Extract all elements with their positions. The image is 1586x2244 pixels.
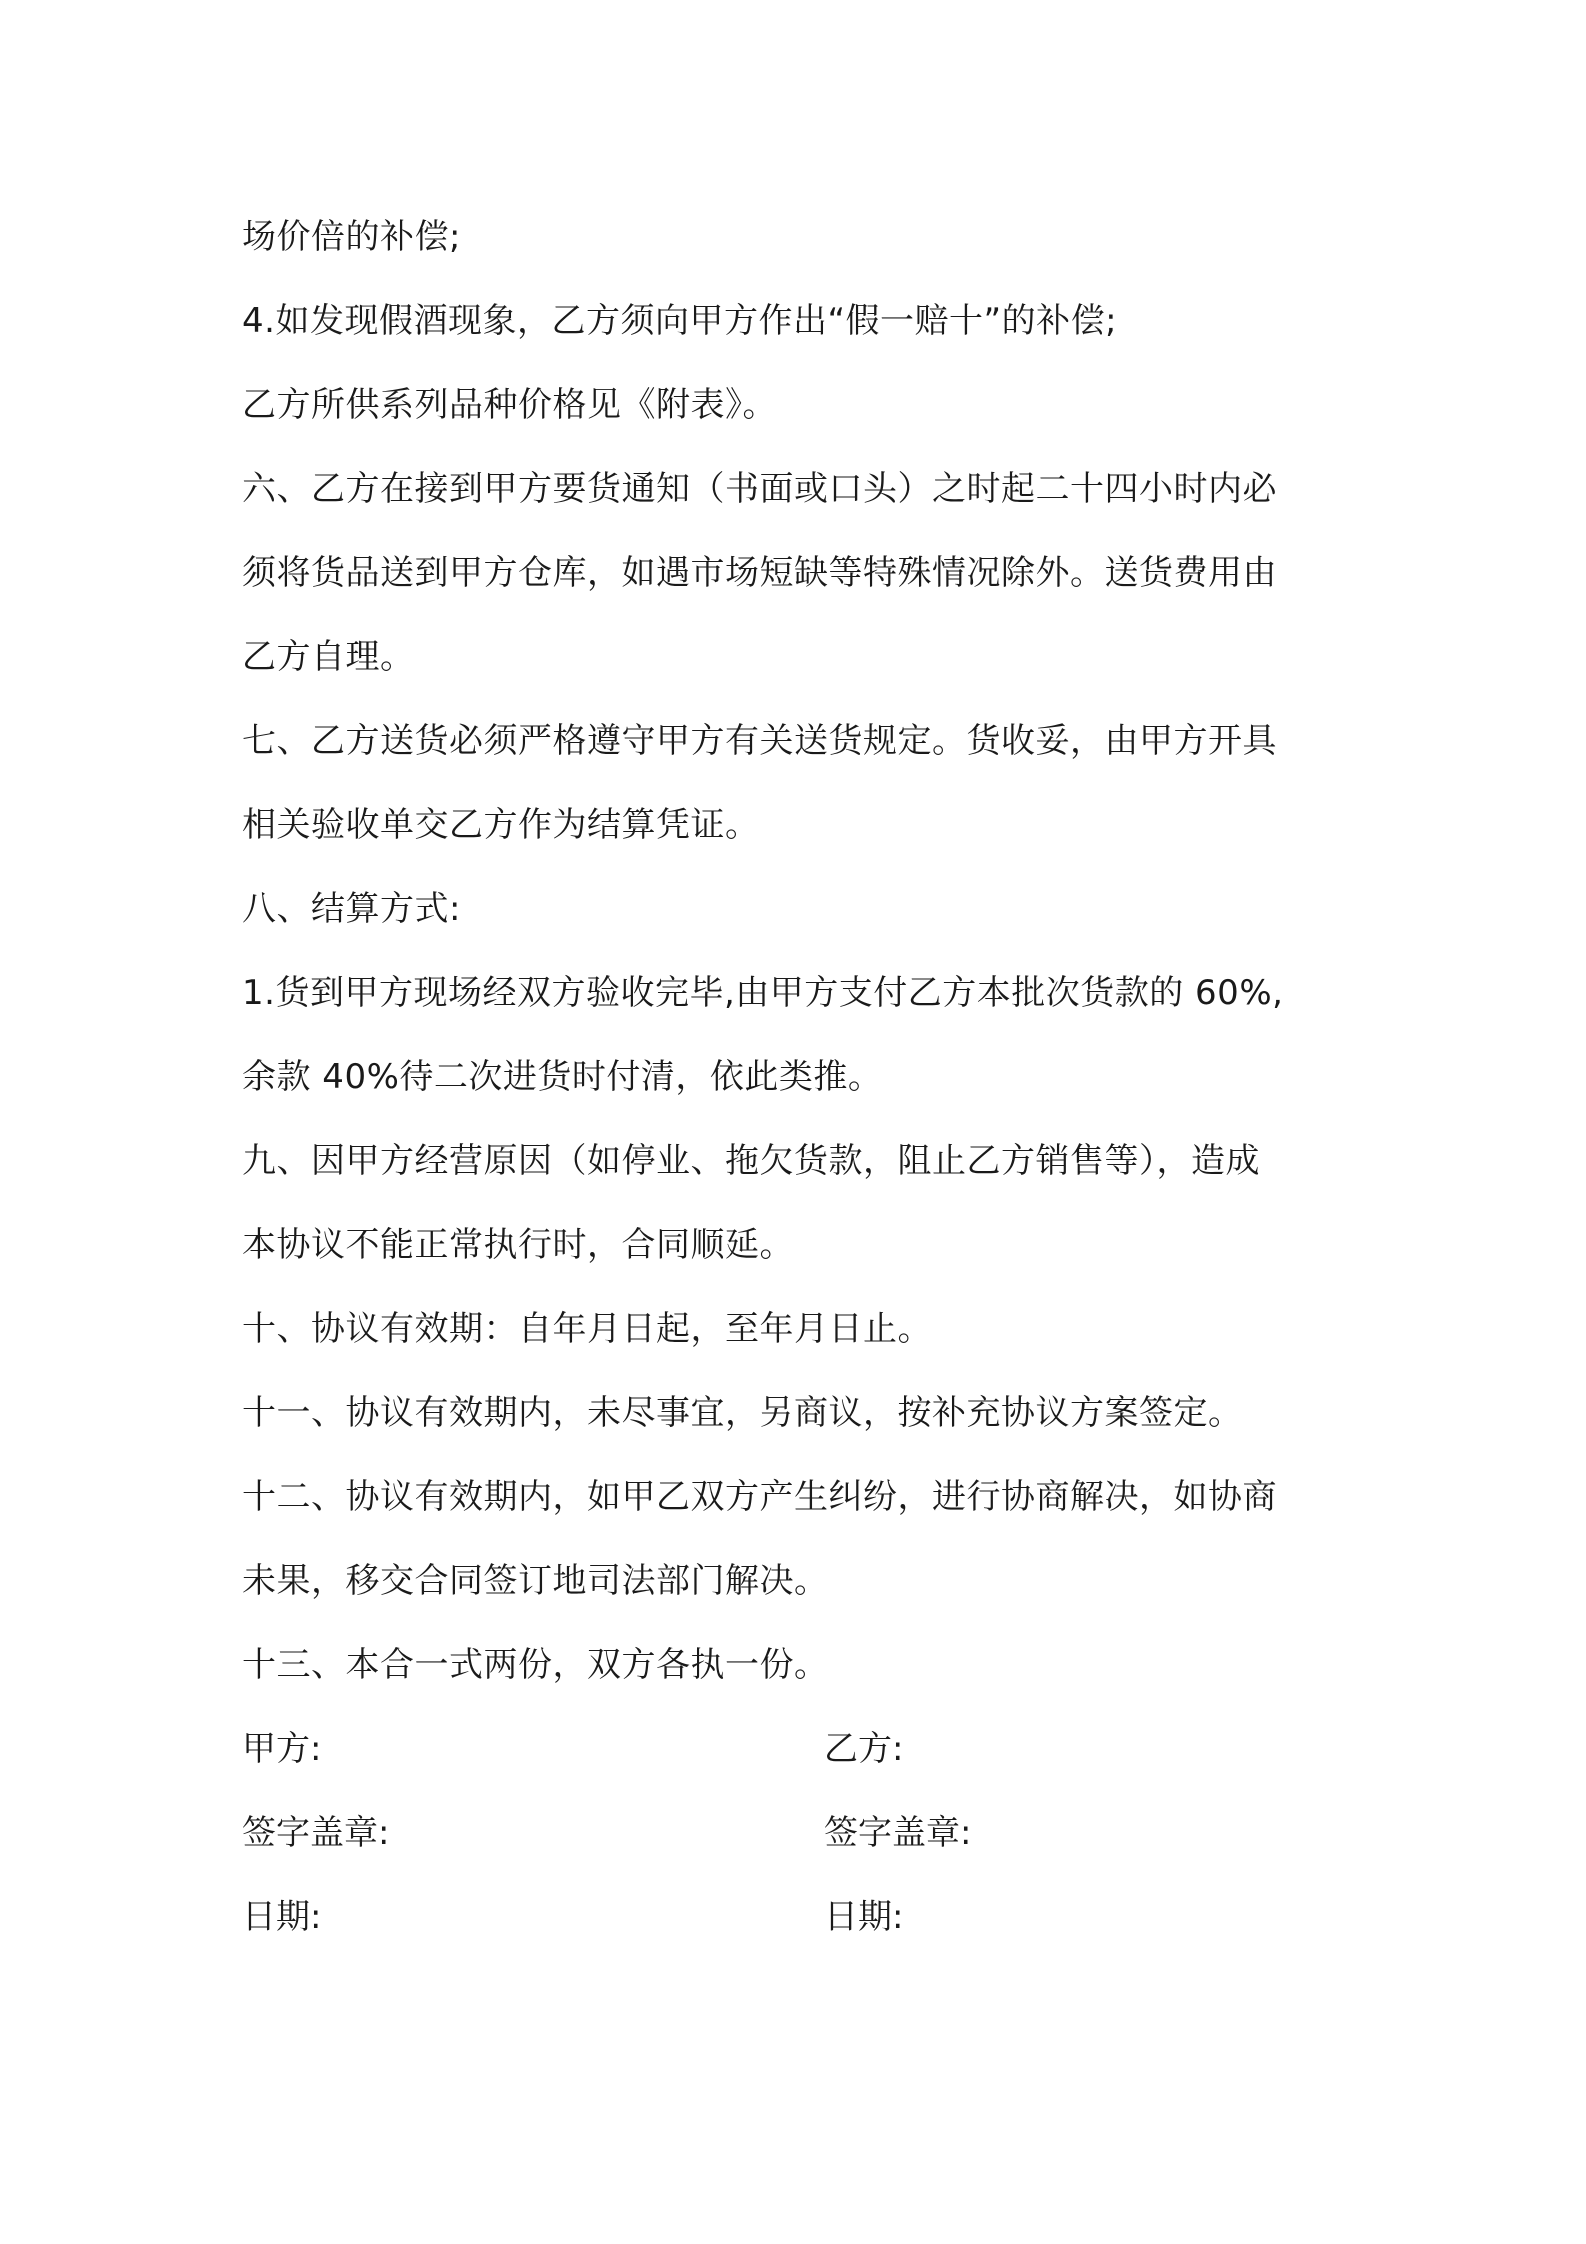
text-line: 余款 40%待二次进货时付清，依此类推。 [242,1057,883,1097]
clause-13: 十三、本合一式两份，双方各执一份。 [242,1645,829,1685]
clause-7: 七、乙方送货必须严格遵守甲方有关送货规定。货收妥，由甲方开具 [242,721,1277,761]
text-line: 相关验收单交乙方作为结算凭证。 [242,805,760,845]
text-line: 场价倍的补偿; [242,217,461,257]
signature-party-row [242,1707,1372,1791]
party-a-date-label: 日期: [242,1897,322,1937]
text-line: 1.货到甲方现场经双方验收完毕,由甲方支付乙方本批次货款的 60%, [242,973,1284,1013]
text-line: 须将货品送到甲方仓库，如遇市场短缺等特殊情况除外。送货费用由 [242,553,1277,593]
party-a-sign-label: 签字盖章: [242,1813,390,1853]
clause-9: 九、因甲方经营原因（如停业、拖欠货款，阻止乙方销售等），造成 [242,1141,1260,1181]
text-line: 乙方自理。 [242,637,415,677]
party-a-label: 甲方: [242,1729,322,1769]
clause-6: 六、乙方在接到甲方要货通知（书面或口头）之时起二十四小时内必 [242,469,1277,509]
text-line: 4.如发现假酒现象，乙方须向甲方作出“假一赔十”的补偿; [242,301,1118,341]
text-line: 未果，移交合同签订地司法部门解决。 [242,1561,829,1601]
text-line: 乙方所供系列品种价格见《附表》。 [242,385,777,425]
document-body [242,195,1372,1959]
party-b-date-label: 日期: [824,1897,904,1937]
party-b-sign-label: 签字盖章: [824,1813,972,1853]
clause-10: 十、协议有效期：自年月日起，至年月日止。 [242,1309,932,1349]
signature-date-row [242,1875,1372,1959]
signature-seal-row [242,1791,1372,1875]
clause-12: 十二、协议有效期内，如甲乙双方产生纠纷，进行协商解决，如协商 [242,1477,1277,1517]
clause-8: 八、结算方式: [242,889,461,929]
party-b-label: 乙方: [824,1729,904,1769]
text-line: 本协议不能正常执行时，合同顺延。 [242,1225,794,1265]
clause-11: 十一、协议有效期内，未尽事宜，另商议，按补充协议方案签定。 [242,1393,1243,1433]
